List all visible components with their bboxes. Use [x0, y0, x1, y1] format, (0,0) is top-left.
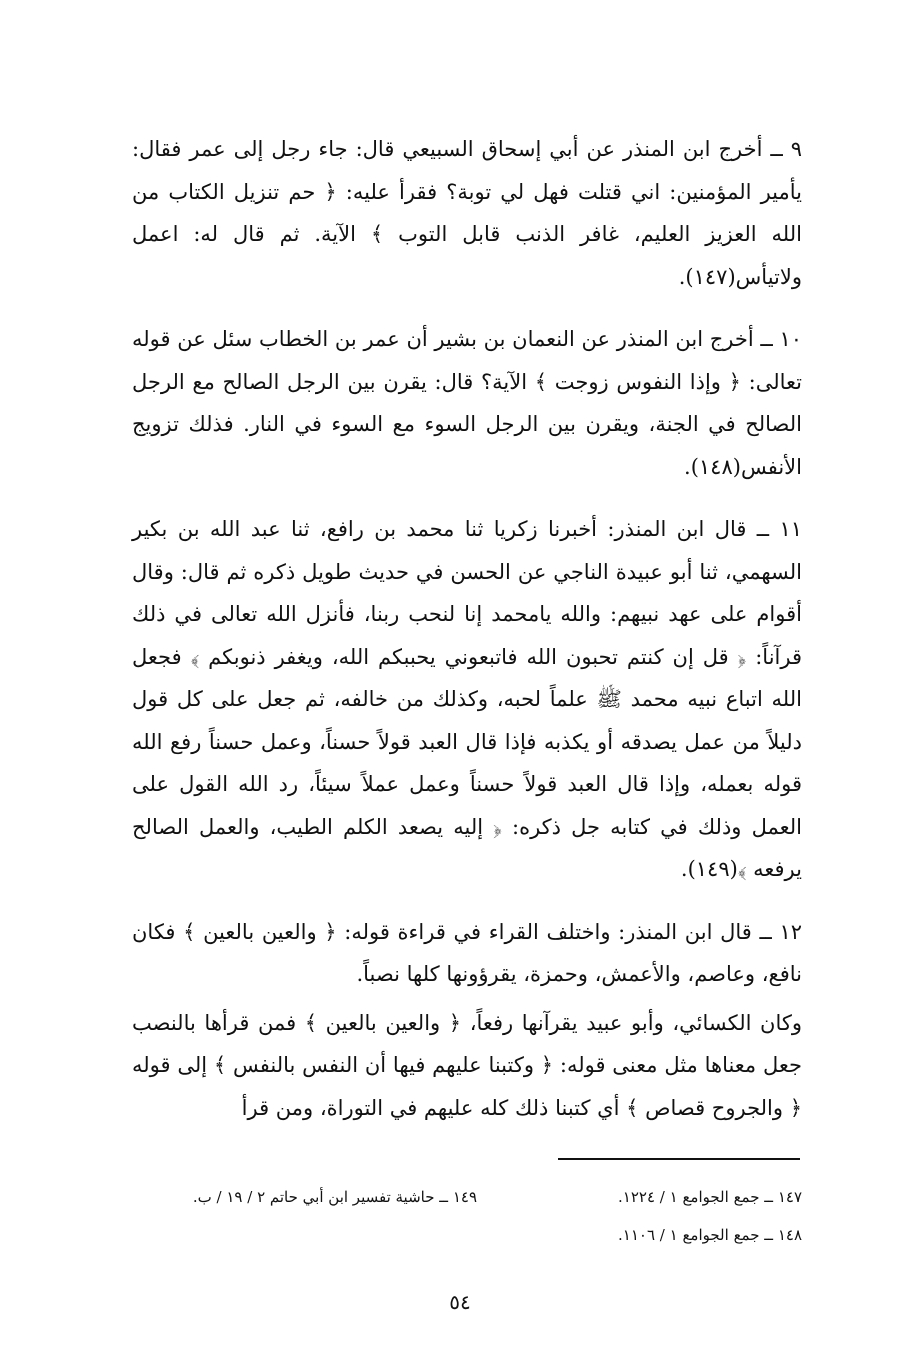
paragraph-11: ١١ ــ قال ابن المنذر: أخبرنا زكريا ثنا محمد بن رافع، ثنا عبد الله بن بكير السهمي، ثنا أبو عبيدة الناجي عن الحسن في حديث طويل ذكره ثم قال: وقال أقوام على عهد نبيهم: والله يامحمد إنا لنحب ربنا، فأنزل الله تعالى في ذلك قرآناً: ﴿ قل إن كنتم تحبون الله فاتبعوني يحببكم الله، ويغفر ذنوبكم ﴾ فجعل الله اتباع نبيه محمد ﷺ علماً لحبه، وكذلك من خالفه، ثم جعل على كل قول دليلاً من عمل يصدقه أو يكذبه فإذا قال العبد قولاً حسناً، وعمل حسناً رفع الله قوله بعمله، وإذا قال العبد قولاً حسناً وعمل عملاً سيئاً، رد الله القول على العمل وذلك في كتابه جل ذكره: ﴿ إليه يصعد الكلم الطيب، والعمل الصالح يرفعه ﴾(١٤٩).: [132, 517, 802, 881]
paragraph-10: ١٠ ــ أخرج ابن المنذر عن النعمان بن بشير أن عمر بن الخطاب سئل عن قوله تعالى: ﴿ وإذا النفوس زوجت ﴾ الآية؟ قال: يقرن بين الرجل الصالح مع الرجل الصالح في الجنة، ويقرن بين الرجل السوء مع السوء في النار. فذلك تزويج الأنفس(١٤٨).: [132, 327, 802, 479]
paragraph-12-continued: وكان الكسائي، وأبو عبيد يقرآنها رفعاً، ﴿ والعين بالعين ﴾ فمن قرأها بالنصب جعل معناها مثل معنى قوله: ﴿ وكتبنا عليهم فيها أن النفس بالنفس ﴾ إلى قوله ﴿ والجروح قصاص ﴾ أي كتبنا ذلك كله عليهم في التوراة، ومن قرأ: [132, 1010, 802, 1120]
footnote-148: ١٤٨ ــ جمع الجوامع ١ / ١١٠٦.: [618, 1226, 802, 1244]
footnote-149: ١٤٩ ــ حاشية تفسير ابن أبي حاتم ٢ / ١٩ / ب.: [192, 1188, 477, 1206]
footnote-divider: [558, 1158, 800, 1160]
paragraph-12: ١٢ ــ قال ابن المنذر: واختلف القراء في قراءة قوله: ﴿ والعين بالعين ﴾ فكان نافع، وعاصم، والأعمش، وحمزة، يقرؤونها كلها نصباً.: [132, 919, 802, 986]
main-text: [132, 128, 802, 1129]
page-number: ٥٤: [449, 1290, 471, 1314]
footnote-147: ١٤٧ ــ جمع الجوامع ١ / ١٢٢٤.: [618, 1188, 802, 1206]
paragraph-9: ٩ ــ أخرج ابن المنذر عن أبي إسحاق السبيعي قال: جاء رجل إلى عمر فقال: يأمير المؤمنين: اني قتلت فهل لي توبة؟ فقرأ عليه: ﴿ حم تنزيل الكتاب من الله العزيز العليم، غافر الذنب قابل التوب ﴾ الآية. ثم قال له: اعمل ولاتيأس(١٤٧).: [132, 137, 802, 289]
